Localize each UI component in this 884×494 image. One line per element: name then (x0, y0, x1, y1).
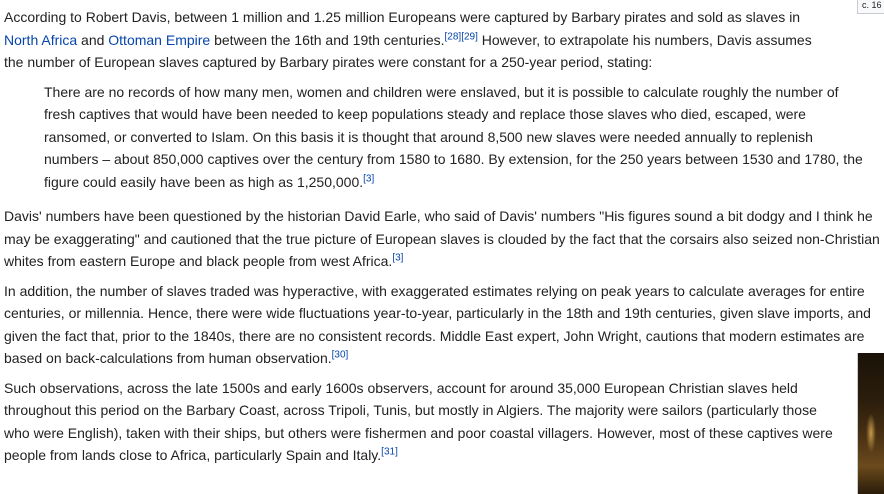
citation-3b[interactable] (392, 252, 403, 263)
citation-30-link[interactable]: [30] (331, 349, 349, 361)
citation-29[interactable] (461, 31, 478, 42)
paragraph-1-text-a: According to Robert Davis, between 1 million and 1.25 million Europeans were captured by Barbary pirates and sold as slaves in (4, 9, 801, 25)
link-ottoman-empire[interactable]: Ottoman Empire (108, 31, 211, 48)
paragraph-3-text: In addition, the number of slaves traded was hyperactive, with exaggerated estimates relying on peak years to calculate averages for entire centuries, or millennia. Hence, there were wide fluctuations year-to-year, particularly in the 18th and 19th centuries, given slave imports, and given the fact that, prior to the 1840s, there are no consistent records. Middle East expert, John Wright, cautions that modern estimates are based on back-calculations from human observation. (4, 282, 871, 366)
davis-quote-text: There are no records of how many men, women and children were enslaved, but it is possible to calculate roughly the number of fresh captives that would have been needed to keep populations steady and replace those slaves who died, escaped, were ransomed, or converted to Islam. On this basis it is thought that around 8,500 new slaves were needed annually to replenish numbers – about 850,000 captives over the century from 1580 to 1680. By extension, for the 250 years between 1530 and 1780, the figure could easily have been as high as 1,250,000. (44, 83, 863, 190)
davis-quote-paragraph (44, 81, 868, 194)
paragraph-1-text-c: between the 16th and 19th centuries. (210, 31, 445, 48)
citation-31[interactable] (381, 446, 398, 457)
article-body (4, 6, 882, 474)
paragraph-1-text-d: However, to extrapolate his numbers, Davis assumes the number of European slaves captured by Barbary pirates were constant for a 250-year period, stating: (4, 31, 812, 70)
paragraph-1-text-b: and (77, 31, 109, 48)
citation-30[interactable] (332, 349, 349, 360)
paragraph-1 (4, 6, 814, 74)
davis-quote (44, 81, 868, 194)
paragraph-4 (4, 377, 839, 467)
paragraph-2-text: Davis' numbers have been questioned by the historian David Earle, who said of Davis' numbers "His figures sound a bit dodgy and I think he may be exaggerating" and cautioned that the true picture of European slaves is clouded by the fact that the corsairs also seized non-Christian whites from eastern Europe and black people from west Africa. (4, 208, 880, 269)
paragraph-4-text: Such observations, across the late 1500s and early 1600s observers, account for around 35,000 European Christian slaves held throughout this period on the Barbary Coast, across Tripoli, Tunis, but mostly in Algiers. The majority were sailors (particularly those who were English), taken with their ships, but others were fishermen and poor coastal villagers. However, most of these captives were people from lands close to Africa, particularly Spain and Italy. (4, 379, 833, 463)
citation-3[interactable] (363, 173, 374, 184)
citation-28[interactable] (445, 31, 462, 42)
citation-29-link[interactable]: [29] (461, 30, 478, 42)
link-north-africa[interactable]: North Africa (4, 31, 78, 48)
citation-31-link[interactable]: [31] (381, 446, 398, 458)
infobox-caption-fragment: c. 16 (857, 0, 884, 14)
citation-28-link[interactable]: [28] (444, 30, 462, 42)
paragraph-2 (4, 205, 882, 273)
citation-3b-link[interactable]: [3] (392, 252, 404, 264)
citation-3-link[interactable]: [3] (363, 172, 375, 184)
paragraph-3 (4, 280, 882, 370)
